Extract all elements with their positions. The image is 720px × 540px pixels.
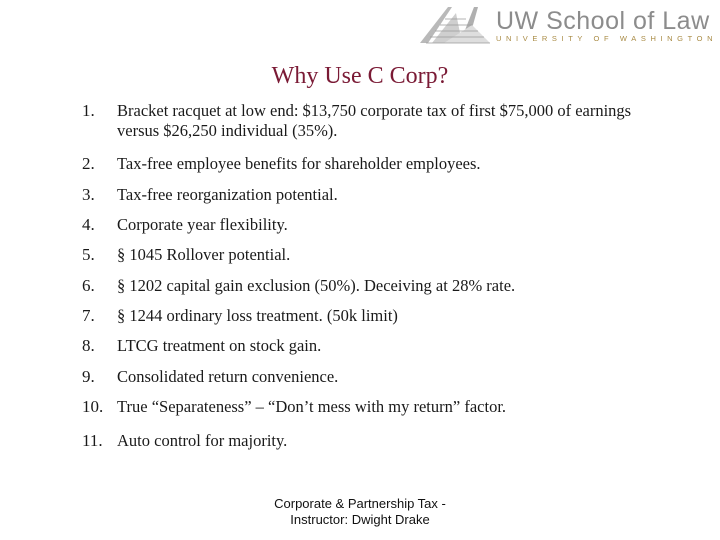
footer [220,496,500,528]
logo-title: UW School of Law [496,7,710,35]
list-item-number: 8. [82,336,95,355]
list-item-text: § 1045 Rollover potential. [117,245,291,264]
uw-w-mark-icon [420,5,492,45]
list-item-text: § 1202 capital gain exclusion (50%). Deceiving at 28% rate. [117,276,516,295]
list-item-number: 6. [82,276,95,295]
list-item-text: Auto control for majority. [117,431,288,450]
list-item-text: Bracket racquet at low end: $13,750 corporate tax of first $75,000 of earnings versus $26,250 individual (35%). [117,101,632,140]
list-item-text: Tax-free employee benefits for shareholder employees. [117,154,481,173]
slide-title: Why Use C Corp? [271,63,449,89]
list-item-number: 9. [82,367,95,386]
list-item-number: 2. [82,154,95,173]
list-item-number: 5. [82,245,95,264]
list-item-number: 3. [82,185,95,204]
uw-law-logo [420,5,718,47]
list-item-text: Tax-free reorganization potential. [117,185,338,204]
list-item-text: § 1244 ordinary loss treatment. (50k limit) [117,306,398,325]
list-item-text: Consolidated return convenience. [117,367,339,386]
footer-course: Corporate & Partnership Tax - [274,496,446,511]
logo-subtitle: UNIVERSITY OF WASHINGTON [496,34,718,43]
list-item-text: Corporate year flexibility. [117,215,288,234]
list-item-text: True “Separateness” – “Don’t mess with my return” factor. [117,397,507,416]
list-item-number: 7. [82,306,95,325]
list-item-text: LTCG treatment on stock gain. [117,336,322,355]
list-item-number: 1. [82,101,95,120]
list-item-number: 11. [82,431,103,450]
footer-instructor: Instructor: Dwight Drake [290,512,430,527]
list-item-number: 4. [82,215,95,234]
list-item-number: 10. [82,397,104,416]
